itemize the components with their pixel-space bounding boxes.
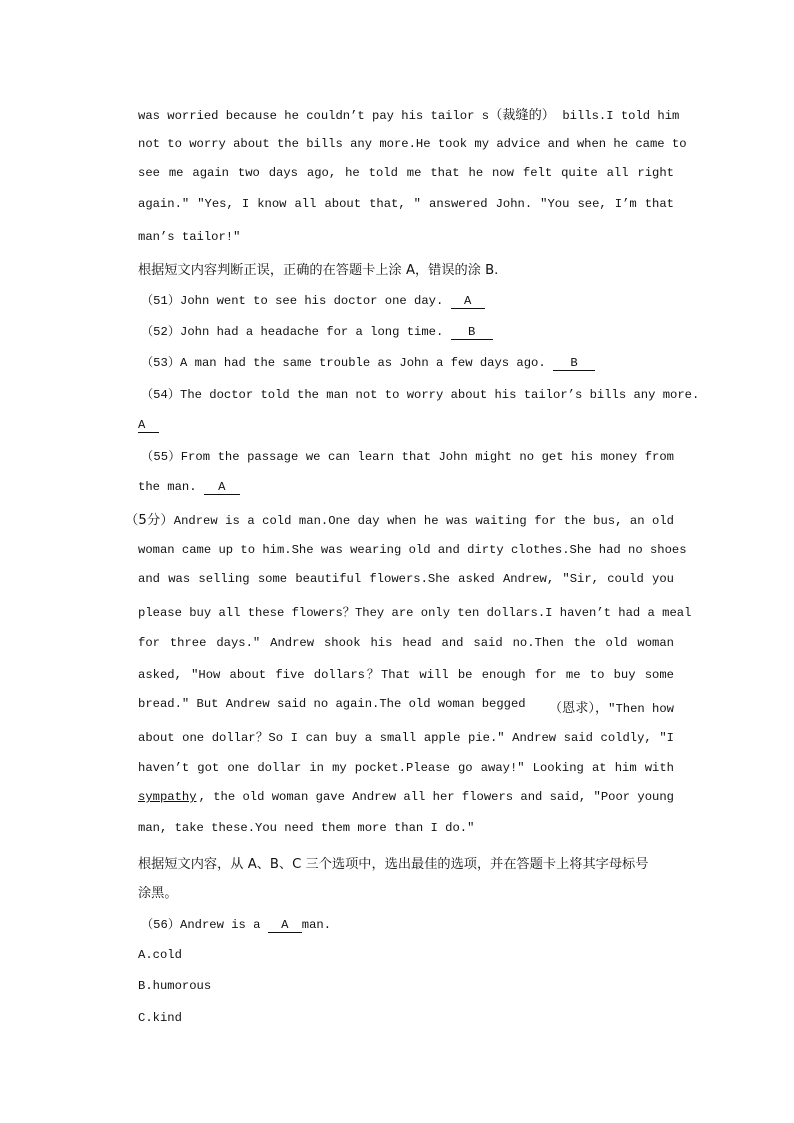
question-53 (141, 353, 595, 371)
passage2-line-10 (138, 790, 674, 804)
section1-instruction: 根据短文内容判断正误，正确的在答题卡上涂 A，错误的涂 B. (138, 263, 499, 278)
question-56-text-end: man. (301, 918, 332, 932)
passage2-line-2: woman came up to him.She was wearing old and dirty clothes.She had no shoes (138, 543, 687, 557)
answer-53: B (553, 357, 595, 371)
passage2-text: , the old woman gave Andrew all her flowers and said, ″Poor young (198, 790, 674, 804)
option-c: C.kind (138, 1011, 182, 1025)
question-55-cont-text: the man. (138, 480, 204, 494)
passage2-line-7 (138, 697, 674, 716)
passage1-line-3: see me again two days ago, he told me that he now felt quite all right (138, 166, 674, 180)
underlined-word-sympathy: sympathy (138, 790, 197, 804)
section2-instruction-line-1: 根据短文内容，从 A、B、C 三个选项中，选出最佳的选项，并在答题卡上将其字母标号 (138, 857, 649, 872)
passage2-line-1 (125, 509, 674, 528)
passage1-text: was worried because he couldn’t pay his tailor s (138, 109, 490, 123)
passage1-text: bills.I told him (555, 109, 680, 123)
option-a: A.cold (138, 948, 182, 962)
passage2-text: ″Then how (608, 702, 674, 716)
question-53-text: （53）A man had the same trouble as John a few days ago. (141, 356, 554, 370)
question-51-text: （51）John went to see his doctor one day. (141, 294, 451, 308)
passage1-line-1 (138, 104, 680, 123)
gloss-tailor: （裁缝的） (489, 108, 555, 123)
passage2-line-8: about one dollar？So I can buy a small apple pie.″ Andrew said coldly, ″I (138, 731, 674, 745)
passage1-line-4: again.″ ″Yes, I know all about that, ″ answered John. ″You see, I’m that (138, 197, 674, 211)
passage2-line-4: please buy all these flowers？They are only ten dollars.I haven’t had a meal (138, 606, 692, 620)
question-56-text: （56）Andrew is a (141, 918, 268, 932)
question-54-text: （54）The doctor told the man not to worry about his tailor’s bills any more. (141, 388, 700, 402)
passage2-line-6: asked, ″How about five dollars？That will be enough for me to buy some (138, 668, 674, 682)
answer-56: A (268, 919, 302, 933)
passage2-line-11: man, take these.You need them more than I do.″ (138, 821, 475, 835)
question-55-text: （55）From the passage we can learn that John might no get his money from (141, 450, 674, 464)
question-52 (141, 322, 493, 340)
question-54-answer-line (138, 418, 159, 433)
question-52-text: （52）John had a headache for a long time. (141, 325, 451, 339)
answer-52: B (451, 326, 493, 340)
question-51 (141, 291, 485, 309)
answer-54: A (138, 419, 159, 433)
section2-instruction-line-2: 涂黑。 (138, 886, 178, 901)
answer-51: A (451, 295, 485, 309)
question-55-cont (138, 480, 240, 495)
passage1-line-2: not to worry about the bills any more.He took my advice and when he came to (138, 137, 687, 151)
points-label: （5分） (125, 513, 174, 528)
option-b: B.humorous (138, 979, 212, 993)
passage1-line-5: man’s tailor!″ (138, 230, 241, 244)
passage2-line-5: for three days.″ Andrew shook his head and said no.Then the old woman (138, 636, 674, 650)
passage2-line-3: and was selling some beautiful flowers.She asked Andrew, ″Sir, could you (138, 572, 674, 586)
answer-55: A (204, 481, 240, 495)
passage2-text: Andrew is a cold man.One day when he was waiting for the bus, an old (173, 514, 674, 528)
gloss-begged: （恩求）， (548, 701, 609, 716)
question-56 (141, 915, 331, 933)
passage2-text: bread.″ But Andrew said no again.The old woman begged (138, 697, 526, 711)
passage2-line-9: haven’t got one dollar in my pocket.Please go away!″ Looking at him with (138, 761, 674, 775)
